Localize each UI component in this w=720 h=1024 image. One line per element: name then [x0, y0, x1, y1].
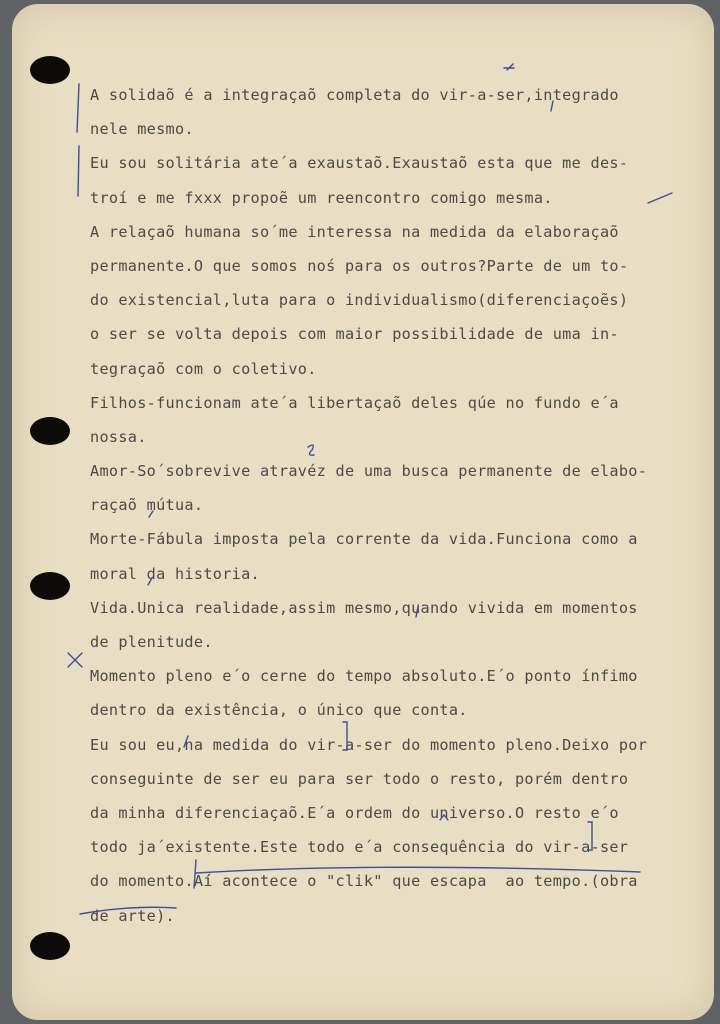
text-line: A solidaõ é a integraçaõ completa do vir-a-ser,integrado — [90, 86, 619, 104]
text-line: Morte-Fábula imposta pela corrente da vida.Funciona como a — [90, 530, 638, 549]
typed-text-block — [90, 78, 690, 933]
binder-hole-2 — [30, 417, 70, 445]
text-line: tegraçaõ com o coletivo. — [90, 359, 317, 378]
text-line: raçaõ mútua. — [90, 496, 204, 515]
text-line: troí e me fxxx propoẽ um reencontro comigo mesma. — [90, 188, 553, 207]
text-line: moral da historia. — [90, 564, 260, 583]
binder-hole-1 — [30, 56, 70, 84]
text-line: do momento.Aí acontece o "clik" que escapa ao tempo.(obra — [90, 872, 638, 891]
text-line: Vida.Unica realidade,assim mesmo,quando vivida em momentos — [90, 598, 638, 617]
text-line: de plenitude. — [90, 633, 213, 651]
text-line: todo ja´existente.Este todo e´a consequência do vir-a-ser — [90, 838, 629, 857]
text-line: da minha diferenciaçaõ.E´a ordem do universo.O resto e´o — [90, 803, 619, 822]
text-line: de arte). — [90, 906, 175, 925]
text-line: nossa. — [90, 427, 147, 446]
binder-hole-3 — [30, 572, 70, 600]
text-line: Momento pleno e´o cerne do tempo absoluto.E´o ponto ínfimo — [90, 667, 638, 686]
text-line: Filhos-funcionam ate´a libertaçaõ deles qúe no fundo e´a — [90, 393, 619, 412]
text-line: permanente.O que somos noś para os outros?Parte de um to- — [90, 256, 629, 275]
text-line: Eu sou solitária ate´a exaustaõ.Exaustaõ esta que me des- — [90, 154, 629, 173]
text-line: dentro da existência, o único que conta. — [90, 701, 468, 720]
binder-hole-4 — [30, 932, 70, 960]
text-line: do existencial,luta para o individualismo(diferenciaçoẽs) — [90, 291, 629, 310]
text-line: conseguinte de ser eu para ser todo o resto, porém dentro — [90, 769, 629, 788]
text-line: nele mesmo. — [90, 120, 194, 139]
text-line: Amor-So´sobrevive atravéz de uma busca permanente de elabo- — [90, 462, 648, 481]
text-line: A relaçaõ humana so´me interessa na medida da elaboraçaõ — [90, 222, 619, 241]
text-line: Eu sou eu,na medida do vir-a-ser do momento pleno.Deixo por — [90, 735, 648, 754]
text-line: o ser se volta depois com maior possibilidade de uma in- — [90, 325, 619, 344]
